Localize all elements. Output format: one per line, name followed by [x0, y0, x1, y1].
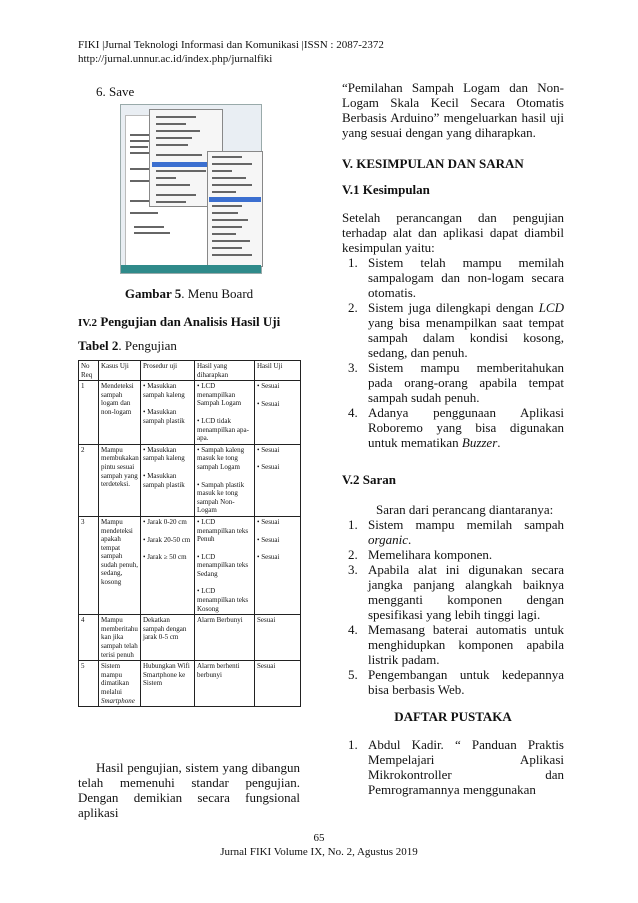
test-table-wrap	[78, 360, 301, 707]
test-case	[99, 381, 141, 445]
test-result-item: • Sesuai	[257, 553, 280, 562]
test-procedure-item: • Masukkan sampah plastik	[143, 471, 185, 489]
table-row	[79, 381, 301, 445]
test-result-item: Sesuai	[257, 616, 276, 625]
table-header-cell: Hasil yang diharapkan	[195, 361, 255, 381]
test-procedure	[141, 381, 195, 445]
section-iv2-number: IV.2	[78, 317, 98, 329]
list-number: 3.	[348, 360, 358, 375]
test-procedure	[141, 516, 195, 614]
expected-result-item: • LCD menampilkan Sampah Logam	[197, 382, 242, 408]
test-procedure-item: Hubungkan Wifi Smartphone ke Sistem	[143, 662, 190, 688]
table-header-cell: Hasil Uji	[255, 361, 301, 381]
expected-result-item: • LCD menampilkan teks Penuh	[197, 517, 249, 544]
section-iv2-title: Pengujian dan Analisis Hasil Uji	[97, 314, 281, 329]
saran-item	[342, 667, 564, 697]
figure-caption-text: . Menu Board	[181, 286, 254, 301]
footer-journal: Jurnal FIKI Volume IX, No. 2, Agustus 2019	[220, 846, 418, 858]
row-number: 4	[79, 615, 99, 661]
test-procedure-item: • Masukkan sampah kaleng	[143, 382, 185, 399]
test-result	[255, 615, 301, 661]
test-result	[255, 444, 301, 516]
table-row	[79, 516, 301, 614]
test-procedure-item: Dekatkan sampah dengan jarak 0-5 cm	[143, 616, 187, 642]
test-case-text: Mampu membukakan pintu sesuai sampah yang terdeteksi.	[101, 445, 139, 489]
expected-result	[195, 516, 255, 614]
figure-caption	[78, 286, 300, 302]
saran-item	[342, 562, 564, 622]
list-number: 3.	[348, 562, 358, 577]
table-caption	[78, 338, 177, 353]
test-procedure-item: • Jarak 0-20 cm	[143, 517, 187, 526]
row-number: 2	[79, 444, 99, 516]
table-header-cell: Kasus Uji	[99, 361, 141, 381]
row-number: 1	[79, 381, 99, 445]
kesimpulan-item	[342, 405, 564, 450]
expected-result-item: • Sampah plastik masuk ke tong sampah Non-Logam	[197, 480, 245, 515]
test-case	[99, 615, 141, 661]
test-result-item: • Sesuai	[257, 445, 280, 454]
kesimpulan-item	[342, 300, 564, 360]
test-case-text: Sistem mampu dimatikan melalui	[101, 662, 129, 696]
list-emphasis: Buzzer	[461, 435, 498, 450]
kesimpulan-intro: Setelah perancangan dan pengujian terhadap alat dan aplikasi dapat diambil kesimpulan yaitu:	[342, 210, 564, 255]
test-procedure-item: • Masukkan sampah kaleng	[143, 445, 185, 463]
saran-item	[342, 517, 564, 547]
table-caption-text: . Pengujian	[118, 338, 177, 353]
save-step: 6. Save	[96, 84, 135, 99]
list-text: Pengembangan untuk kedepannya bisa berbasis Web.	[368, 667, 564, 697]
test-table	[78, 360, 301, 707]
saran-item	[342, 622, 564, 667]
list-text-tail: .	[407, 532, 412, 547]
list-text: Sistem telah mampu memilah sampalogam dan non-logam secara otomatis.	[368, 255, 564, 300]
list-text: Sistem mampu memberitahukan pada orang-orang apabila tempat sampah sudah penuh.	[368, 360, 564, 405]
subsection-kesimpulan: V.1 Kesimpulan	[342, 182, 430, 197]
expected-result	[195, 381, 255, 445]
test-procedure	[141, 615, 195, 661]
kesimpulan-item	[342, 255, 564, 300]
test-result	[255, 516, 301, 614]
table-header-cell: Prosedur uji	[141, 361, 195, 381]
table-row	[79, 615, 301, 661]
running-header	[78, 38, 384, 66]
list-number: 1.	[348, 255, 358, 270]
list-number: 4.	[348, 405, 358, 420]
table-row	[79, 661, 301, 707]
list-number: 5.	[348, 667, 358, 682]
header-url: http://jurnal.unnur.ac.id/index.php/jurnalfiki	[78, 53, 273, 65]
expected-result-item: Alarm Berbunyi	[197, 616, 243, 625]
kesimpulan-item	[342, 360, 564, 405]
row-number: 3	[79, 516, 99, 614]
table-caption-label: Tabel 2	[78, 338, 119, 353]
test-case	[99, 661, 141, 707]
test-result-item: • Sesuai	[257, 535, 280, 544]
intro-paragraph: “Pemilahan Sampah Logam dan Non-Logam Skala Kecil Secara Otomatis Berbasis Arduino” mengeluarkan hasil uji yang sesuai dengan yang diharapkan.	[342, 80, 564, 140]
test-case-text: Mampu mendeteksi apakah tempat sampah sudah penuh, sedang, kosong	[101, 517, 138, 587]
test-case-text: Mampu memberitahu kan jika sampah telah terisi penuh	[101, 616, 138, 659]
list-text-tail: yang bisa menampilkan saat tempat sampah dalam kondisi kosong, sedang, dan penuh.	[368, 315, 564, 360]
left-column	[78, 80, 300, 820]
saran-intro: Saran dari perancang diantaranya:	[376, 502, 554, 517]
section-v-heading: V. KESIMPULAN DAN SARAN	[342, 156, 524, 171]
expected-result	[195, 444, 255, 516]
test-procedure-item: • Jarak 20-50 cm	[143, 535, 191, 544]
list-emphasis: organic	[368, 532, 408, 547]
test-procedure-item: • Masukkan sampah plastik	[143, 408, 185, 425]
test-result-item: Sesuai	[257, 662, 276, 671]
list-text: Sistem mampu memilah sampah	[368, 517, 564, 532]
table-header-row	[79, 361, 301, 381]
board-submenu	[207, 151, 263, 267]
test-result-item: • Sesuai	[257, 382, 280, 391]
list-emphasis: LCD	[538, 300, 564, 315]
closing-paragraph: Hasil pengujian, sistem yang dibangun telah memenuhi standar pengujian. Dengan demikian secara fungsional aplikasi	[78, 760, 300, 820]
arduino-menu-screenshot	[120, 104, 262, 274]
list-text: Memasang baterai automatis untuk menghidupkan komponen apabila listrik padam.	[368, 622, 564, 667]
list-text: Abdul Kadir. “ Panduan Praktis Mempelajari Aplikasi Mikrokontroller dan Pemrogramannya menggunakan	[368, 737, 564, 797]
test-procedure	[141, 444, 195, 516]
header-journal-line: FIKI |Jurnal Teknologi Informasi dan Komunikasi |ISSN : 2087-2372	[78, 39, 384, 51]
references-heading: DAFTAR PUSTAKA	[394, 709, 512, 724]
right-column	[342, 80, 564, 797]
subsection-saran: V.2 Saran	[342, 472, 396, 487]
expected-result-item: • LCD tidak menampilkan apa-apa.	[197, 416, 249, 443]
expected-result-item: • LCD menampilkan teks Kosong	[197, 587, 249, 613]
status-bar	[121, 265, 261, 273]
expected-result-item: Alarm berhenti berbunyi	[197, 662, 240, 679]
test-result-item: • Sesuai	[257, 399, 280, 408]
section-iv2-heading	[78, 314, 280, 330]
expected-result-item: • Sampah kaleng masuk ke tong sampah Logam	[197, 445, 245, 471]
expected-result-item: • LCD menampilkan teks Sedang	[197, 552, 249, 578]
kesimpulan-list	[342, 255, 564, 450]
test-procedure	[141, 661, 195, 707]
table-row	[79, 444, 301, 516]
list-number: 1.	[348, 737, 358, 752]
test-case-emphasis: Smartphone	[101, 696, 135, 705]
list-text: Apabila alat ini digunakan secara jangka panjang alangkah baiknya mengganti komponen dengan spesifikasi yang lebih tinggi lagi.	[368, 562, 564, 622]
list-text-tail: .	[497, 435, 501, 450]
row-number: 5	[79, 661, 99, 707]
reference-item	[342, 737, 564, 797]
list-number: 2.	[348, 547, 358, 562]
list-text: Memelihara komponen.	[368, 547, 493, 562]
test-procedure-item: • Jarak ≥ 50 cm	[143, 553, 187, 562]
test-result-item: • Sesuai	[257, 517, 280, 526]
list-number: 2.	[348, 300, 358, 315]
test-result	[255, 661, 301, 707]
test-case	[99, 516, 141, 614]
list-text: Adanya penggunaan Aplikasi Roboremo yang bisa digunakan untuk mematikan	[368, 405, 564, 450]
list-number: 1.	[348, 517, 358, 532]
table-header-cell: No Req	[79, 361, 99, 381]
test-case	[99, 444, 141, 516]
expected-result	[195, 661, 255, 707]
test-result-item: • Sesuai	[257, 463, 280, 472]
saran-list	[342, 517, 564, 697]
test-result	[255, 381, 301, 445]
list-number: 4.	[348, 622, 358, 637]
saran-item	[342, 547, 564, 562]
list-text: Sistem juga dilengkapi dengan	[368, 300, 539, 315]
expected-result	[195, 615, 255, 661]
figure-caption-label: Gambar 5	[124, 286, 182, 301]
test-case-text: Mendeteksi sampah logam dan non-logam	[101, 382, 134, 416]
references-list	[342, 737, 564, 797]
page-number: 65	[313, 832, 325, 844]
